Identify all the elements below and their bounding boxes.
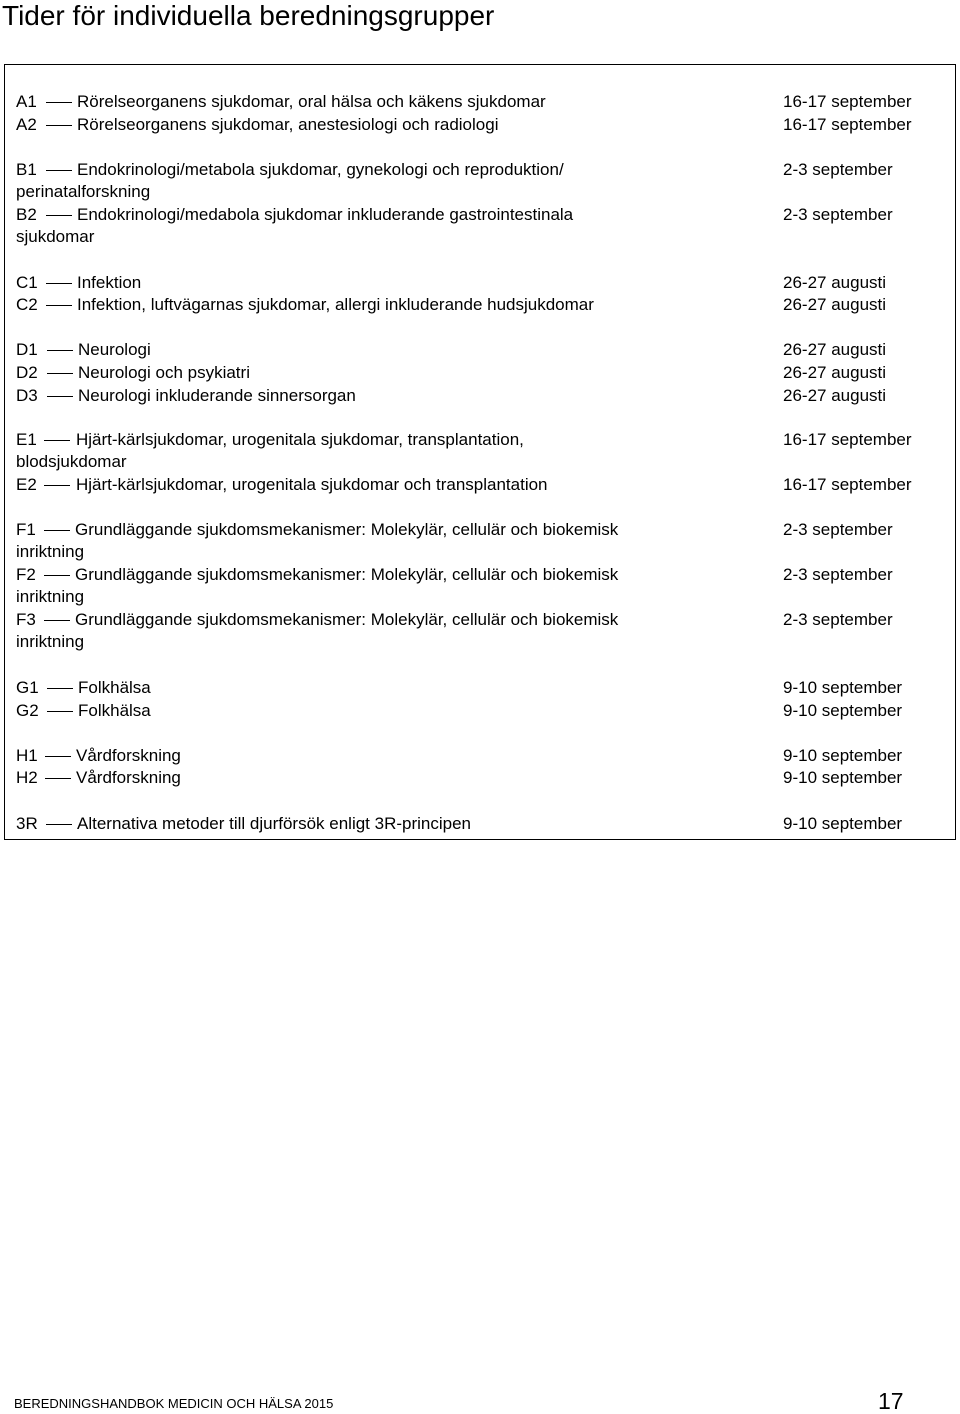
- group-code: A1: [16, 92, 37, 111]
- group-code: F1: [16, 520, 36, 539]
- group-code: F2: [16, 565, 36, 584]
- group-name: Neurologi inkluderande sinnersorgan: [78, 386, 356, 405]
- group-name: Vårdforskning: [76, 768, 181, 787]
- group-name: Grundläggande sjukdomsmekanismer: Molekylär, cellulär och biokemisk: [75, 565, 619, 584]
- group-code: D1: [16, 340, 38, 359]
- group-code: E1: [16, 430, 37, 449]
- group-name: Infektion, luftvägarnas sjukdomar, allergi inkluderande hudsjukdomar: [77, 295, 594, 314]
- group-code: H1: [16, 746, 38, 765]
- group-name: Folkhälsa: [78, 678, 151, 697]
- group-name: Grundläggande sjukdomsmekanismer: Molekylär, cellulär och biokemisk: [75, 610, 619, 629]
- group-date: 16-17 september: [783, 92, 912, 111]
- group-code: F3: [16, 610, 36, 629]
- group-code: G2: [16, 701, 39, 720]
- dash-separator: [46, 215, 72, 216]
- group-name: Infektion: [77, 273, 142, 292]
- dash-separator: [45, 756, 71, 757]
- group-date: 26-27 augusti: [783, 386, 887, 405]
- dash-separator: [44, 485, 70, 486]
- group-name: Alternativa metoder till djurförsök enligt 3R-principen: [77, 814, 472, 833]
- group-name: Endokrinologi/medabola sjukdomar inkluderande gastrointestinala: [77, 205, 574, 224]
- dash-separator: [47, 711, 73, 712]
- group-code: H2: [16, 768, 38, 787]
- group-date: 2-3 september: [783, 205, 893, 224]
- group-name: Hjärt-kärlsjukdomar, urogenitala sjukdomar och transplantation: [76, 475, 548, 494]
- group-date: 16-17 september: [783, 475, 912, 494]
- group-name-continued: perinatalforskning: [16, 182, 151, 201]
- group-code: C1: [16, 273, 38, 292]
- dash-separator: [46, 170, 72, 171]
- group-name-continued: inriktning: [16, 632, 85, 651]
- group-name-continued: inriktning: [16, 587, 85, 606]
- group-date: 26-27 augusti: [783, 363, 887, 382]
- group-name: Grundläggande sjukdomsmekanismer: Molekylär, cellulär och biokemisk: [75, 520, 619, 539]
- dash-separator: [44, 440, 70, 441]
- group-date: 2-3 september: [783, 565, 893, 584]
- group-schedule-list: [4, 64, 956, 840]
- group-date: 26-27 augusti: [783, 273, 887, 292]
- group-date: 9-10 september: [783, 701, 903, 720]
- group-name-continued: blodsjukdomar: [16, 452, 127, 471]
- dash-separator: [47, 688, 73, 689]
- dash-separator: [44, 575, 70, 576]
- group-name: Hjärt-kärlsjukdomar, urogenitala sjukdomar, transplantation,: [76, 430, 524, 449]
- group-code: C2: [16, 295, 38, 314]
- dash-separator: [46, 102, 72, 103]
- group-code: B2: [16, 205, 37, 224]
- group-name-continued: inriktning: [16, 542, 85, 561]
- group-date: 26-27 augusti: [783, 340, 887, 359]
- group-date: 9-10 september: [783, 746, 903, 765]
- dash-separator: [44, 530, 70, 531]
- page-title: Tider för individuella beredningsgrupper: [2, 0, 495, 31]
- dash-separator: [44, 620, 70, 621]
- group-date: 9-10 september: [783, 814, 903, 833]
- footer-publication-title: BEREDNINGSHANDBOK MEDICIN OCH HÄLSA 2015: [14, 1396, 334, 1411]
- group-date: 16-17 september: [783, 115, 912, 134]
- group-date: 16-17 september: [783, 430, 912, 449]
- group-code: E2: [16, 475, 37, 494]
- group-name: Neurologi: [78, 340, 151, 359]
- group-code: A2: [16, 115, 37, 134]
- group-name: Folkhälsa: [78, 701, 151, 720]
- group-name: Vårdforskning: [76, 746, 181, 765]
- group-code: D3: [16, 386, 38, 405]
- group-date: 26-27 augusti: [783, 295, 887, 314]
- dash-separator: [47, 373, 73, 374]
- dash-separator: [46, 283, 72, 284]
- page-number: 17: [878, 1388, 904, 1414]
- group-date: 9-10 september: [783, 678, 903, 697]
- group-code: D2: [16, 363, 38, 382]
- dash-separator: [46, 824, 72, 825]
- group-code: 3R: [16, 814, 38, 833]
- group-name: Neurologi och psykiatri: [78, 363, 250, 382]
- dash-separator: [45, 778, 71, 779]
- group-code: G1: [16, 678, 39, 697]
- group-name-continued: sjukdomar: [16, 227, 95, 246]
- group-code: B1: [16, 160, 37, 179]
- group-name: Rörelseorganens sjukdomar, anestesiologi och radiologi: [77, 115, 499, 134]
- group-date: 2-3 september: [783, 160, 893, 179]
- dash-separator: [46, 305, 72, 306]
- group-date: 2-3 september: [783, 520, 893, 539]
- dash-separator: [47, 350, 73, 351]
- group-name: Rörelseorganens sjukdomar, oral hälsa och käkens sjukdomar: [77, 92, 546, 111]
- group-date: 2-3 september: [783, 610, 893, 629]
- group-date: 9-10 september: [783, 768, 903, 787]
- dash-separator: [47, 396, 73, 397]
- group-name: Endokrinologi/metabola sjukdomar, gynekologi och reproduktion/: [77, 160, 564, 179]
- dash-separator: [46, 125, 72, 126]
